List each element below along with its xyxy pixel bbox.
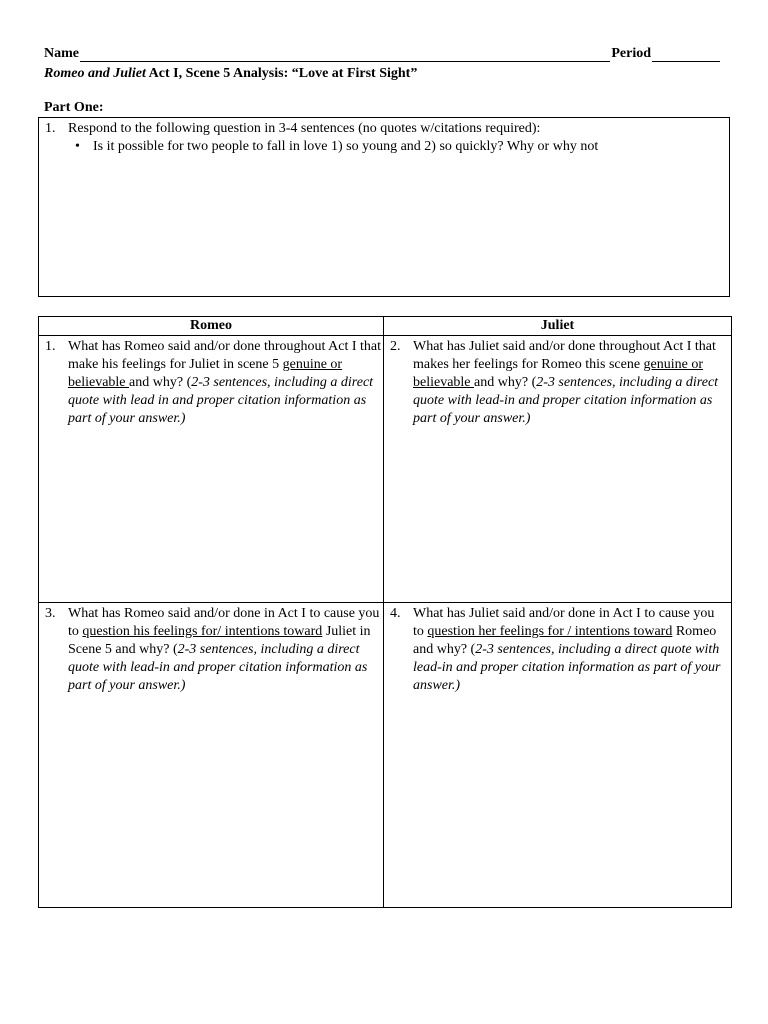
question-instructions: 2-3 sentences, including a direct quote with lead-in and proper citation information as part of your answer.) xyxy=(413,642,721,693)
table-header-row xyxy=(39,317,732,336)
question-text-underlined: question her feelings for / intentions toward xyxy=(427,624,673,639)
part-one-box[interactable] xyxy=(38,117,730,297)
period-label: Period xyxy=(611,46,651,61)
question-text: Respond to the following question in 3-4 sentences (no quotes w/citations required): xyxy=(68,121,541,136)
title-play-name: Romeo and Juliet xyxy=(44,66,146,81)
question-text xyxy=(68,338,382,428)
answer-cell-juliet-question[interactable] xyxy=(384,603,732,908)
question-instructions: 2-3 sentences, including a direct quote with lead-in and proper citation information as part of your answer.) xyxy=(413,375,719,426)
answer-cell-juliet-genuine[interactable] xyxy=(384,336,732,603)
question-number: 4. xyxy=(390,606,401,621)
analysis-table xyxy=(38,316,732,908)
table-row xyxy=(39,336,732,603)
question-text-underlined: question his feelings for/ intentions toward xyxy=(82,624,323,639)
question-text-underlined: genuine or believable xyxy=(413,357,704,390)
question-text-pre: What has Juliet said and/or done throughout Act I that makes her feelings for Romeo this scene xyxy=(413,339,716,372)
question-text-post: and why? ( xyxy=(474,375,537,390)
name-period-row xyxy=(44,46,720,62)
question-text xyxy=(68,605,382,695)
question-instructions: 2-3 sentences, including a direct quote with lead in and proper citation information as part of your answer.) xyxy=(68,375,374,426)
question-text-pre: What has Romeo said and/or done throughout Act I that make his feelings for Juliet in scene 5 xyxy=(68,339,381,372)
part-one-heading: Part One: xyxy=(44,100,104,115)
name-blank[interactable] xyxy=(80,47,610,62)
period-blank[interactable] xyxy=(652,47,720,62)
header xyxy=(44,46,720,66)
column-header-romeo: Romeo xyxy=(39,317,384,336)
question-text-post: Romeo and why? ( xyxy=(413,624,717,657)
question-number: 1. xyxy=(45,339,56,354)
question-text-pre: What has Juliet said and/or done in Act I to cause you to xyxy=(413,606,715,639)
question-text-pre: What has Romeo said and/or done in Act I to cause you to xyxy=(68,606,380,639)
bullet-text: Is it possible for two people to fall in love 1) so young and 2) so quickly? Why or why not xyxy=(93,139,599,154)
title-rest: Act I, Scene 5 Analysis: “Love at First Sight” xyxy=(145,66,418,81)
question-number: 3. xyxy=(45,606,56,621)
question-text-post: and why? ( xyxy=(129,375,192,390)
answer-cell-romeo-question[interactable] xyxy=(39,603,384,908)
question-number: 1. xyxy=(45,121,56,136)
worksheet-title xyxy=(44,66,417,82)
question-number: 2. xyxy=(390,339,401,354)
table-row xyxy=(39,603,732,908)
question-instructions: 2-3 sentences, including a direct quote with lead-in and proper citation information as part of your answer.) xyxy=(68,642,368,693)
question-text-post: Juliet in Scene 5 and why? ( xyxy=(68,624,371,657)
question-text-underlined: genuine or believable xyxy=(68,357,343,390)
answer-cell-romeo-genuine[interactable] xyxy=(39,336,384,603)
bullet-icon: • xyxy=(75,139,80,154)
question-text xyxy=(413,338,727,428)
column-header-juliet: Juliet xyxy=(384,317,732,336)
name-label: Name xyxy=(44,46,79,61)
question-text xyxy=(413,605,727,695)
